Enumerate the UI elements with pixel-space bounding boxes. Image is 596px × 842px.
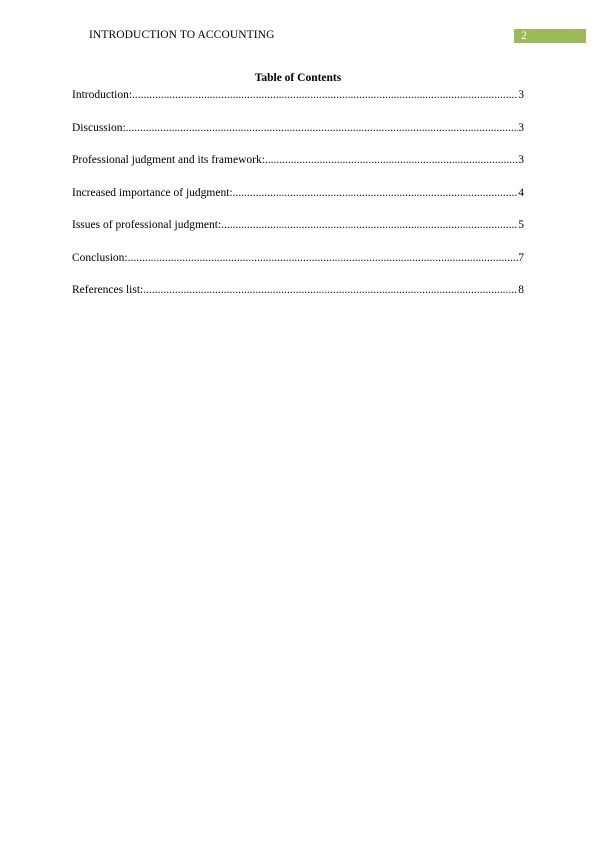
toc-entry-page: 3: [518, 89, 524, 101]
toc-entry-page: 3: [518, 121, 524, 134]
toc-dot-leader: [126, 121, 519, 136]
toc-entry-professional-judgment[interactable]: [72, 153, 524, 168]
toc-entry-page: 8: [518, 284, 524, 296]
toc-entry-label: Introduction:: [72, 89, 133, 101]
toc-entry-label: Professional judgment and its framework:: [72, 154, 265, 166]
page-number: 2: [521, 30, 527, 42]
toc-entry-label: Discussion:: [72, 121, 126, 134]
toc-entry-label: Increased importance of judgment:: [72, 186, 233, 199]
toc-entry-introduction[interactable]: [72, 88, 524, 103]
toc-dot-leader: [221, 218, 518, 233]
page-number-badge: [514, 29, 586, 43]
toc-entry-discussion[interactable]: [72, 121, 524, 136]
toc-entry-increased-importance[interactable]: [72, 186, 524, 201]
toc-dot-leader: [128, 251, 519, 266]
toc-entry-page: 4: [518, 186, 524, 199]
toc-entry-label: Issues of professional judgment:: [72, 219, 222, 231]
toc-entry-issues[interactable]: [72, 218, 524, 233]
table-of-contents: [72, 88, 524, 316]
toc-dot-leader: [132, 88, 518, 103]
toc-entry-page: 3: [518, 154, 524, 166]
toc-heading: Table of Contents: [254, 72, 342, 84]
toc-dot-leader: [143, 283, 518, 298]
toc-dot-leader: [233, 186, 519, 201]
toc-entry-references[interactable]: [72, 283, 524, 298]
running-header-title: INTRODUCTION TO ACCOUNTING: [89, 29, 275, 41]
toc-entry-label: References list:: [72, 284, 144, 296]
toc-entry-page: 5: [518, 219, 524, 231]
toc-dot-leader: [265, 153, 518, 168]
toc-entry-page: 7: [518, 251, 524, 264]
toc-entry-conclusion[interactable]: [72, 251, 524, 266]
toc-entry-label: Conclusion:: [72, 251, 128, 264]
